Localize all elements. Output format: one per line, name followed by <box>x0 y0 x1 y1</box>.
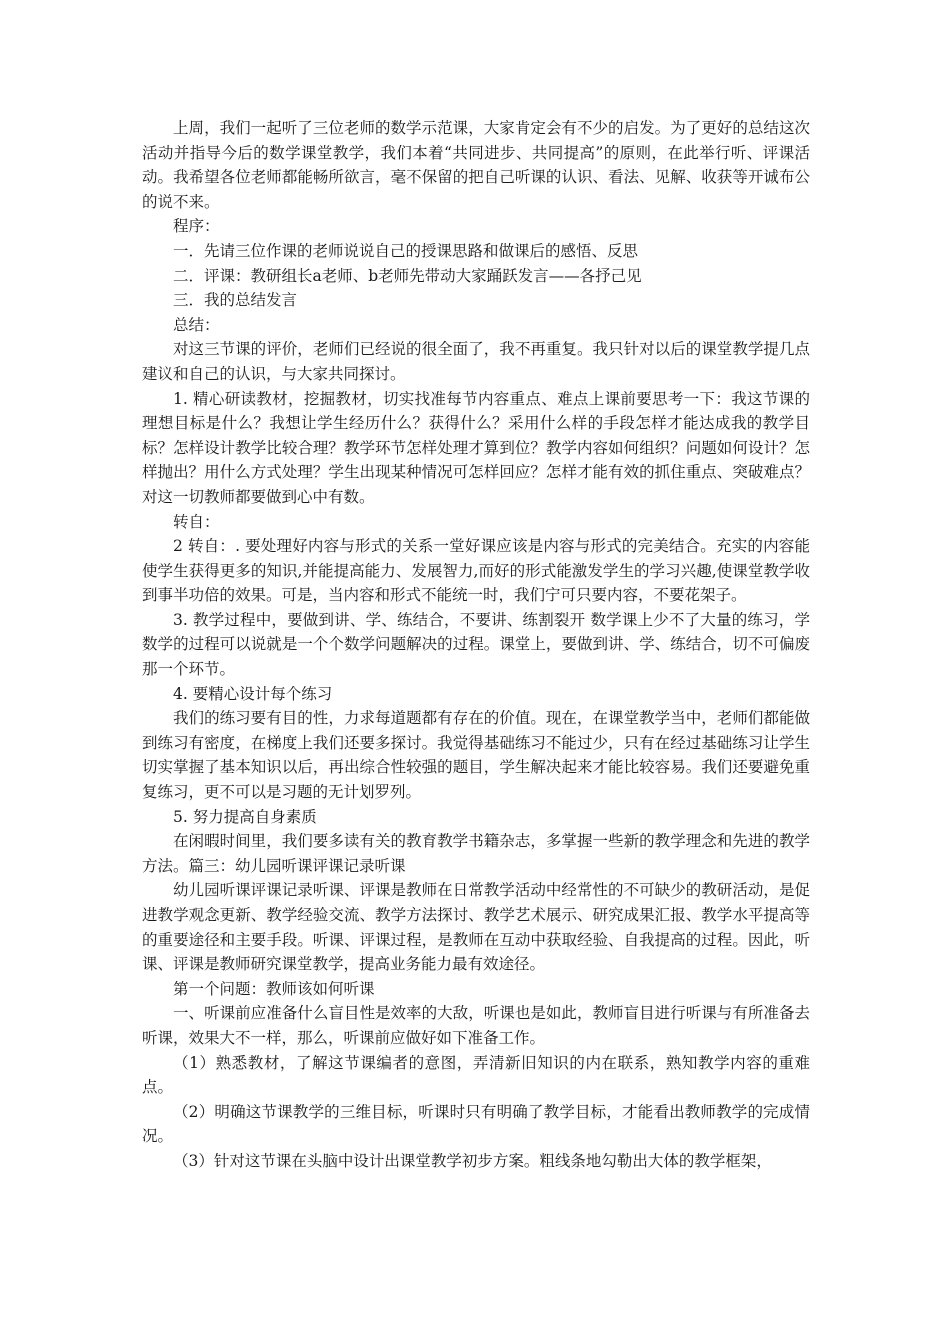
paragraph-preparation-item-2: （2）明确这节课教学的三维目标，听课时只有明确了教学目标，才能看出教师教学的完成情况。 <box>142 1102 810 1146</box>
paragraph-preparation-item-3: （3）针对这节课在头脑中设计出课堂教学初步方案。粗线条地勾勒出大体的教学框架， <box>173 1151 772 1170</box>
paragraph-preparation-item-1: （1）熟悉教材，了解这节课编者的意图，弄清新旧知识的内在联系，熟知教学内容的重难点。 <box>142 1053 810 1097</box>
paragraph-point-2: 2 转自：. 要处理好内容与形式的关系一堂好课应该是内容与形式的完美结合。充实的内容能使学生获得更多的知识,并能提高能力、发展智力,而好的形式能激发学生的学习兴趣,使课堂教学收到事半功倍的效果。可是，当内容和形式不能统一时，我们宁可只要内容，不要花架子。 <box>142 537 810 605</box>
paragraph-point-3: 3. 教学过程中，要做到讲、学、练结合，不要讲、练割裂开 数学课上少不了大量的练习，学数学的过程可以说就是一个个数学问题解决的过程。课堂上，要做到讲、学、练结合，切不可偏废那一个环节。 <box>142 610 810 679</box>
paragraph-kindergarten-intro: 幼儿园听课评课记录听课、评课是教师在日常教学活动中经常性的不可缺少的教研活动，是促进教学观念更新、教学经验交流、教学方法探讨、教学艺术展示、研究成果汇报、教学水平提高等的重要途径和主要手段。听课、评课过程，是教师在互动中获取经验、自我提高的过程。因此，听课、评课是教师研究课堂教学，提高业务能力最有效途径。 <box>142 881 810 974</box>
paragraph-procedure-step-3: 三．我的总结发言 <box>173 291 298 310</box>
paragraph-procedure-heading: 程序： <box>173 217 220 236</box>
paragraph-point-4-body: 我们的练习要有目的性，力求每道题都有存在的价值。现在，在课堂教学当中，老师们都能做到练习有密度，在梯度上我们还要多探讨。我觉得基础练习不能过少，只有在经过基础练习让学生切实掌握了基本知识以后，再出综合性较强的题目，学生解决起来才能比较容易。我们还要避免重复练习，更不可以是习题的无计划罗列。 <box>142 709 810 802</box>
paragraph-preparation: 一、听课前应准备什么盲目性是效率的大敌，听课也是如此，教师盲目进行听课与有所准备去听课，效果大不一样，那么，听课前应做好如下准备工作。 <box>142 1004 810 1047</box>
paragraph-point-5-body: 在闲暇时间里，我们要多读有关的教育教学书籍杂志，多掌握一些新的教学理念和先进的教学方法。篇三：幼儿园听课评课记录听课 <box>142 832 810 875</box>
paragraph-summary-intro: 对这三节课的评价，老师们已经说的很全面了，我不再重复。我只针对以后的课堂教学提几点建议和自己的认识，与大家共同探讨。 <box>142 340 810 383</box>
paragraph-procedure-step-2: 二．评课：教研组长a老师、b老师先带动大家踊跃发言——各抒己见 <box>173 266 642 285</box>
paragraph-point-1: 1. 精心研读教材，挖掘教材，切实找准每节内容重点、难点上课前要思考一下：我这节课的理想目标是什么？我想让学生经历什么？获得什么？采用什么样的手段怎样才能达成我的教学目标？怎样设计教学比较合理？教学环节怎样处理才算到位？教学内容如何组织？问题如何设计？怎样抛出？用什么方式处理？学生出现某种情况可怎样回应？怎样才能有效的抓住重点、突破难点？对这一切教师都要做到心中有数。 <box>142 389 810 506</box>
paragraph-point-4-heading: 4. 要精心设计每个练习 <box>173 684 333 703</box>
paragraph-summary-heading: 总结： <box>173 315 220 334</box>
paragraph-intro: 上周，我们一起听了三位老师的数学示范课，大家肯定会有不少的启发。为了更好的总结这次活动并指导今后的数学课堂教学，我们本着“共同进步、共同提高”的原则，在此举行听、评课活动。我希望各位老师都能畅所欲言，毫不保留的把自己听课的认识、看法、见解、收获等开诚布公的说不来。 <box>142 119 810 211</box>
paragraph-reprint-note: 转自： <box>173 512 220 531</box>
paragraph-question-1: 第一个问题：教师该如何听课 <box>173 979 375 998</box>
paragraph-procedure-step-1: 一．先请三位作课的老师说说自己的授课思路和做课后的感悟、反思 <box>173 241 639 260</box>
document-body <box>142 116 810 1174</box>
paragraph-point-5-heading: 5. 努力提高自身素质 <box>173 807 317 826</box>
